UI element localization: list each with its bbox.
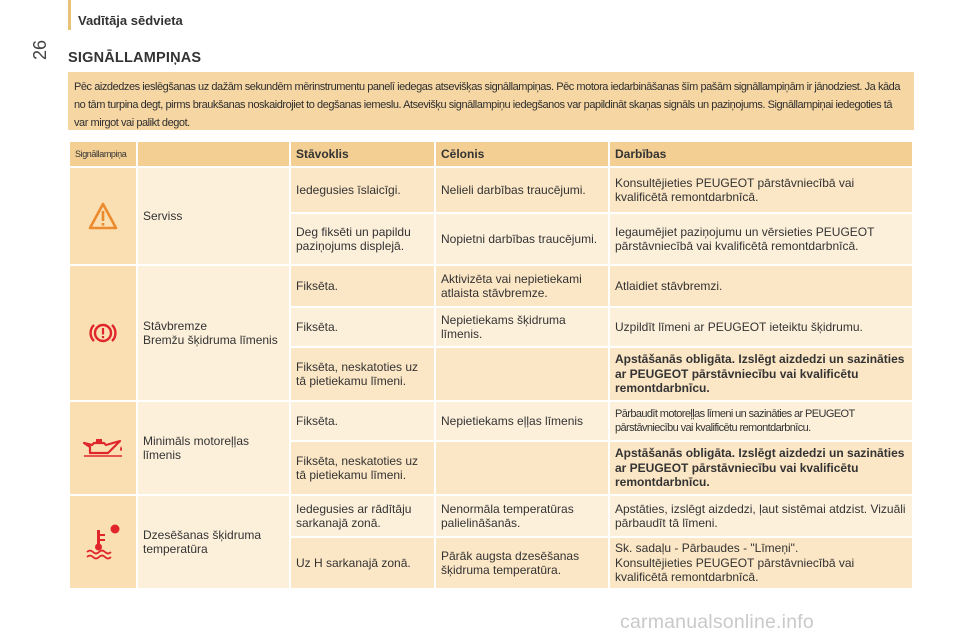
cause-cell: Nepietiekams šķidruma līmenis.: [436, 308, 608, 346]
light-name: [138, 266, 289, 400]
intro-paragraph: Pēc aizdedzes ieslēgšanas uz dažām sekundēm mērinstrumentu panelī iedegas atsevišķas signāllampiņas. Pēc motora iedarbināšanas šīm pašām signāllampiņām ir jānodziest. Ja kāda no tām turpina degt, pirms braukšanas noskaidrojiet to degšanas iemeslu. Atsevišķu signāllampiņu iedegšanos var papildināt skaņas signāls un paziņojums. Signāllampiņai iedegoties tā var mirgot vai palikt degot.: [68, 72, 914, 130]
state-cell: Iedegusies īslaicīgi.: [291, 168, 434, 212]
section-title: Vadītāja sēdvieta: [78, 13, 183, 28]
light-name-line: Bremžu šķidruma līmenis: [143, 333, 278, 347]
action-cell: Iegaumējiet paziņojumu un vērsieties PEUGEOT pārstāvniecībā vai kvalificētā remontdarbnīcā.: [610, 214, 912, 264]
light-name: Minimāls motoreļļas līmenis: [138, 402, 289, 494]
action-line: Sk. sadaļu - Pārbaudes - "Līmeņi".: [615, 541, 799, 556]
header-state: Stāvoklis: [291, 142, 434, 166]
table-row: [70, 266, 912, 306]
action-cell: Konsultējieties PEUGEOT pārstāvniecībā vai kvalificētā remontdarbnīcā.: [610, 168, 912, 212]
state-cell: Fiksēta.: [291, 402, 434, 440]
state-cell: Deg fiksēti un papildu paziņojums displejā.: [291, 214, 434, 264]
cause-cell: Nenormāla temperatūras palielināšanās.: [436, 496, 608, 536]
header-cause: Cēlonis: [436, 142, 608, 166]
warning-triangle-icon: [70, 168, 136, 264]
state-cell: Fiksēta.: [291, 266, 434, 306]
cause-cell: Nepietiekams eļļas līmenis: [436, 402, 608, 440]
table-row: [70, 168, 912, 212]
section-marker: [68, 0, 71, 30]
page-title: SIGNĀLLAMPIŅAS: [68, 50, 202, 66]
state-cell: Fiksēta, neskatoties uz tā pietiekamu līmeni.: [291, 348, 434, 400]
table-header-row: [70, 142, 912, 166]
cause-cell: Nopietni darbības traucējumi.: [436, 214, 608, 264]
cause-cell: Pārāk augsta dzesēšanas šķidruma temperatūra.: [436, 538, 608, 588]
action-cell: Apstāties, izslēgt aizdedzi, ļaut sistēmai atdzist. Vizuāli pārbaudīt tā līmeni.: [610, 496, 912, 536]
state-cell: Iedegusies ar rādītāju sarkanajā zonā.: [291, 496, 434, 536]
oil-can-icon: [70, 402, 136, 494]
state-cell: Fiksēta, neskatoties uz tā pietiekamu līmeni.: [291, 442, 434, 494]
action-cell: Pārbaudīt motoreļļas līmeni un sazināties ar PEUGEOT pārstāvniecību vai kvalificētu remontdarbnīcu.: [610, 402, 912, 440]
action-cell: Apstāšanās obligāta. Izslēgt aizdedzi un sazināties ar PEUGEOT pārstāvniecību vai kvalificētu remontdarbnīcu.: [610, 442, 912, 494]
header-name: [138, 142, 289, 166]
action-cell: Atlaidiet stāvbremzi.: [610, 266, 912, 306]
cause-cell: Nelieli darbības traucējumi.: [436, 168, 608, 212]
coolant-temperature-icon: [70, 496, 136, 588]
state-cell: Fiksēta.: [291, 308, 434, 346]
cause-cell: [436, 348, 608, 400]
action-cell: Apstāšanās obligāta. Izslēgt aizdedzi un sazināties ar PEUGEOT pārstāvniecību vai kvalificētu remontdarbnīcu.: [610, 348, 912, 400]
table-row: [70, 402, 912, 440]
cause-cell: Aktivizēta vai nepietiekami atlaista stāvbremze.: [436, 266, 608, 306]
light-name-line: Stāvbremze: [143, 318, 208, 333]
light-name: Dzesēšanas šķidruma temperatūra: [138, 496, 289, 588]
warning-lights-table: [68, 140, 914, 590]
table-row: [70, 496, 912, 536]
header-icon: Signāllampiņa: [70, 142, 136, 166]
action-cell: Uzpildīt līmeni ar PEUGEOT ieteiktu šķidrumu.: [610, 308, 912, 346]
state-cell: Uz H sarkanajā zonā.: [291, 538, 434, 588]
watermark: carmanualsonline.info: [620, 611, 814, 633]
action-line: Konsultējieties PEUGEOT pārstāvniecībā vai kvalificētā remontdarbnīcā.: [615, 555, 855, 585]
action-cell: [610, 538, 912, 588]
page-number: 26: [30, 39, 50, 60]
cause-cell: [436, 442, 608, 494]
header-action: Darbības: [610, 142, 912, 166]
brake-warning-icon: [70, 266, 136, 400]
light-name: Serviss: [138, 168, 289, 264]
